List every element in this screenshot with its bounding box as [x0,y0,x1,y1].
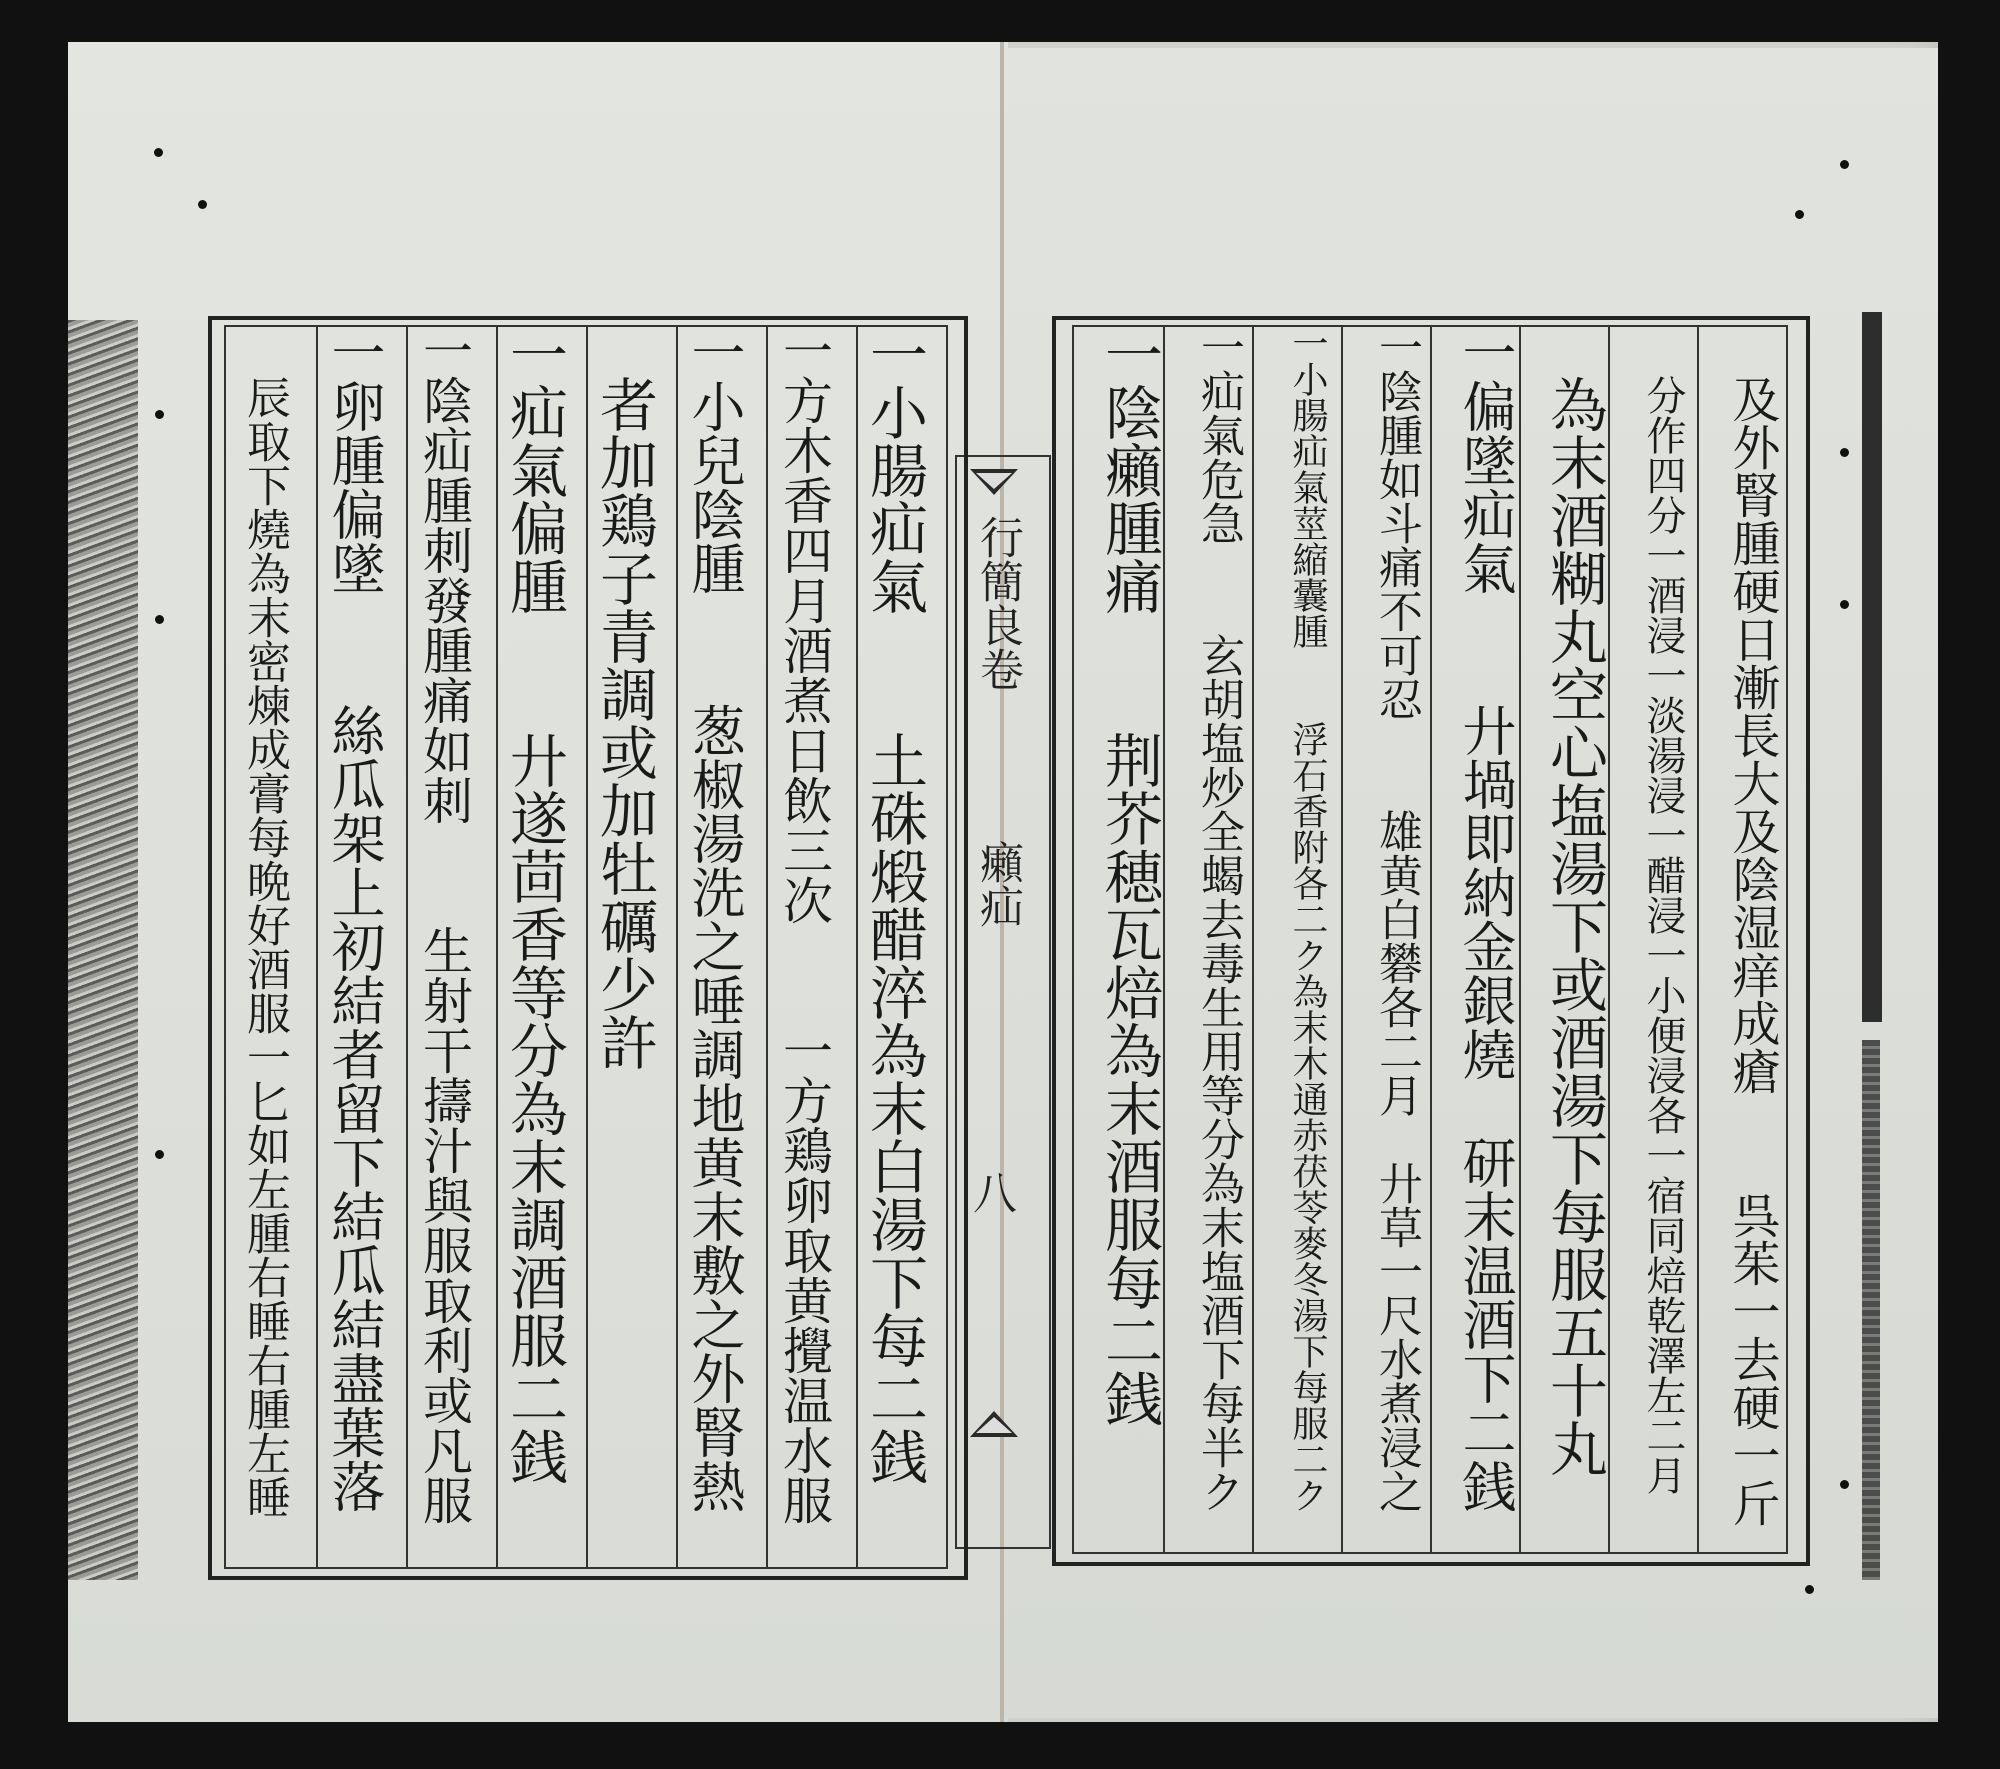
left-page-line: 辰取下燒為末密煉成膏每晩好酒服一匕如左腫右睡右腫左睡 [239,375,290,1519]
left-page-line: 一疝氣偏腫 廾遂茴香等分為末調酒服二銭 [500,325,568,1485]
binding-hole [198,200,207,209]
binding-hole [1840,1480,1849,1489]
left-page-line: 一小腸疝氣 土硃煅醋淬為末白湯下每二銭 [860,325,928,1485]
section-title: 癩疝 [972,840,1023,928]
right-page-line: 及外腎腫硬日漸長大及陰湿痒成瘡 呉茱一去硬一斤 [1724,375,1780,1527]
binding-hole [154,148,163,157]
right-page-line: 一偏墜疝氣 廾堝即納金銀燒 研末温酒下二銭 [1454,325,1517,1513]
ink-bar-right-lower [1862,1040,1880,1580]
fish-tail-top-icon [966,465,1022,521]
binding-hole [1840,160,1849,169]
right-page-line: 一陰腫如斗痛不可忍 雄黄白礬各二月 廾草一尺水煮浸之 [1371,325,1422,1513]
left-page-line: 者加鶏子青調或加牡礪少許 [590,375,658,1071]
left-page-line: 一小兒陰腫 葱椒湯洗之唾調地黄末敷之外腎熱 [683,325,746,1513]
right-page-line: 一疝氣危急 玄胡塩炒全蝎去毒生用等分為末塩酒下每半ク [1193,325,1244,1513]
right-page-line: 一小腸疝氣莖縮囊腫 浮石香附各二ク為末木通赤茯苓麥冬湯下每服二ク [1287,325,1328,1513]
binding-hole [155,410,164,419]
ink-bar-right [1862,312,1882,1022]
fish-tail-bottom-icon [966,1385,1022,1441]
binding-hole [1840,600,1849,609]
book-title: 行簡良卷 [972,515,1023,691]
ink-smudge-left [68,320,138,1580]
binding-hole [1805,1585,1814,1594]
binding-hole [1795,210,1804,219]
right-page-line: 為末酒糊丸空心塩湯下或酒湯下每服五十丸 [1540,375,1608,1477]
right-page-line: 一陰癩腫痛 荆芥穂瓦焙為末酒服每二銭 [1095,325,1163,1427]
left-page-line: 一方木香四月酒煮日飲三次 一方鶏卵取黄攪温水服 [775,325,833,1525]
binding-hole [155,1150,164,1159]
left-page-line: 一卵腫偏墜 絲瓜架上初結者留下結瓜結盡葉落 [323,325,386,1513]
left-page-line: 一陰疝腫刺發腫痛如刺 生射干擣汁與服取利或凡服 [415,325,473,1525]
binding-hole [1840,448,1849,457]
right-page-line: 分作四分一酒浸一淡湯浸一醋浸一小便浸各一宿同焙乾澤左二月 [1640,375,1686,1495]
page-number: 八 [965,1170,1016,1214]
binding-hole [155,615,164,624]
